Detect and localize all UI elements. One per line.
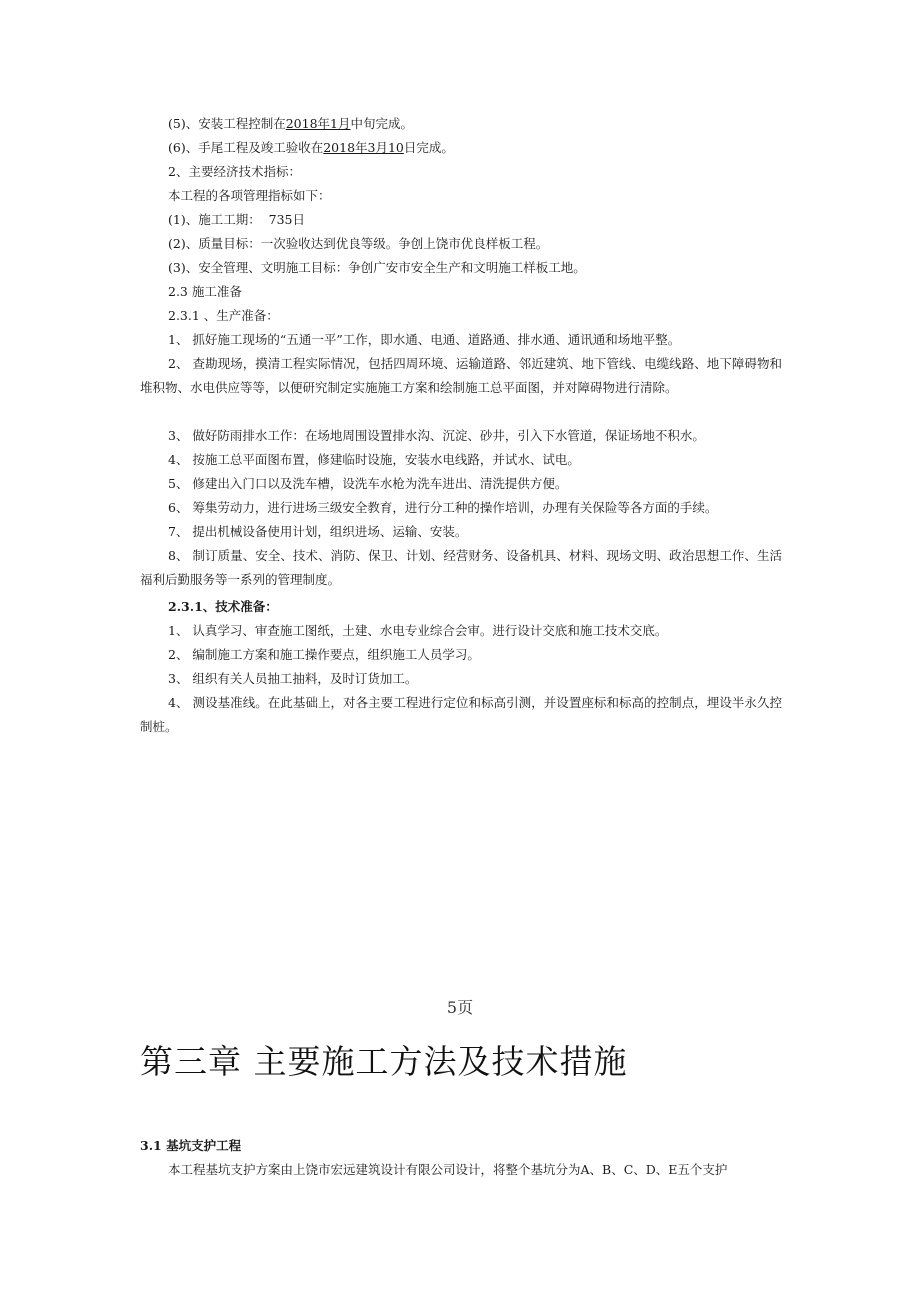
production-prep-heading: 2.3.1 、生产准备：: [168, 308, 279, 323]
page-number: 5页: [446, 998, 474, 1017]
schedule-item-6-date: 2018年3月10: [323, 140, 404, 155]
production-item: 6、 筹集劳动力，进行进场三级安全教育，进行分工种的操作培训，办理有关保险等各方面的手续。: [168, 500, 718, 515]
technical-item: 2、 编制施工方案和施工操作要点，组织施工人员学习。: [168, 647, 480, 662]
indicator-duration: (1)、施工工期： 735日: [168, 212, 306, 227]
technical-item: 1、 认真学习、审查施工图纸，土建、水电专业综合会审。进行设计交底和施工技术交底。: [168, 623, 668, 638]
indicator-quality: (2)、质量目标：一次验收达到优良等级。争创上饶市优良样板工程。: [168, 236, 549, 251]
schedule-item-5-prefix: (5)、安装工程控制在: [168, 116, 286, 131]
production-item: 5、 修建出入门口以及洗车槽，设洗车水枪为洗车进出、清洗提供方便。: [168, 476, 568, 491]
schedule-item-5: [168, 115, 413, 133]
schedule-item-6-suffix: 日完成。: [403, 140, 454, 155]
schedule-item-6-prefix: (6)、手尾工程及竣工验收在: [168, 140, 324, 155]
production-item: 4、 按施工总平面图布置，修建临时设施，安装水电线路，并试水、试电。: [168, 452, 580, 467]
production-item: 8、 制订质量、安全、技术、消防、保卫、计划、经营财务、设备机具、材料、现场文明、政治思想工作、生活福利后勤服务等一系列的管理制度。: [140, 548, 782, 587]
schedule-item-5-date: 2018年1月: [285, 116, 351, 131]
section-text: 本工程基坑支护方案由上饶市宏远建筑设计有限公司设计，将整个基坑分为A、B、C、D、E五个支护: [168, 1162, 728, 1177]
section-heading: 3.1 基坑支护工程: [140, 1138, 242, 1153]
technical-item: 3、 组织有关人员抽工抽料，及时订货加工。: [168, 671, 418, 686]
production-item: 2、 查勘现场，摸清工程实际情况，包括四周环境、运输道路、邻近建筑、地下管线、电缆线路、地下障碍物和堆积物、水电供应等等，以便研究制定实施施工方案和绘制施工总平面图，并对障碍物进行清除。: [140, 356, 782, 395]
indicators-intro: 本工程的各项管理指标如下：: [168, 188, 331, 203]
production-item: 3、 做好防雨排水工作：在场地周围设置排水沟、沉淀、砂井，引入下水管道，保证场地不积水。: [168, 428, 705, 443]
prep-heading: 2.3 施工准备: [168, 284, 242, 299]
indicators-heading: 2、主要经济技术指标：: [168, 164, 301, 179]
schedule-item-6: [168, 139, 454, 157]
production-item: 7、 提出机械设备使用计划，组织进场、运输、安装。: [168, 524, 468, 539]
indicator-safety: (3)、安全管理、文明施工目标：争创广安市安全生产和文明施工样板工地。: [168, 260, 586, 275]
schedule-item-5-suffix: 中旬完成。: [350, 116, 413, 131]
chapter-title: 第三章 主要施工方法及技术措施: [140, 1042, 628, 1081]
technical-prep-heading: 2.3.1、技术准备：: [168, 599, 278, 614]
production-item: 1、 抓好施工现场的“五通一平”工作，即水通、电通、道路通、排水通、通讯通和场地平整。: [168, 332, 681, 347]
technical-item: 4、 测设基准线。在此基础上，对各主要工程进行定位和标高引测，并设置座标和标高的控制点，埋设半永久控制桩。: [140, 695, 782, 734]
